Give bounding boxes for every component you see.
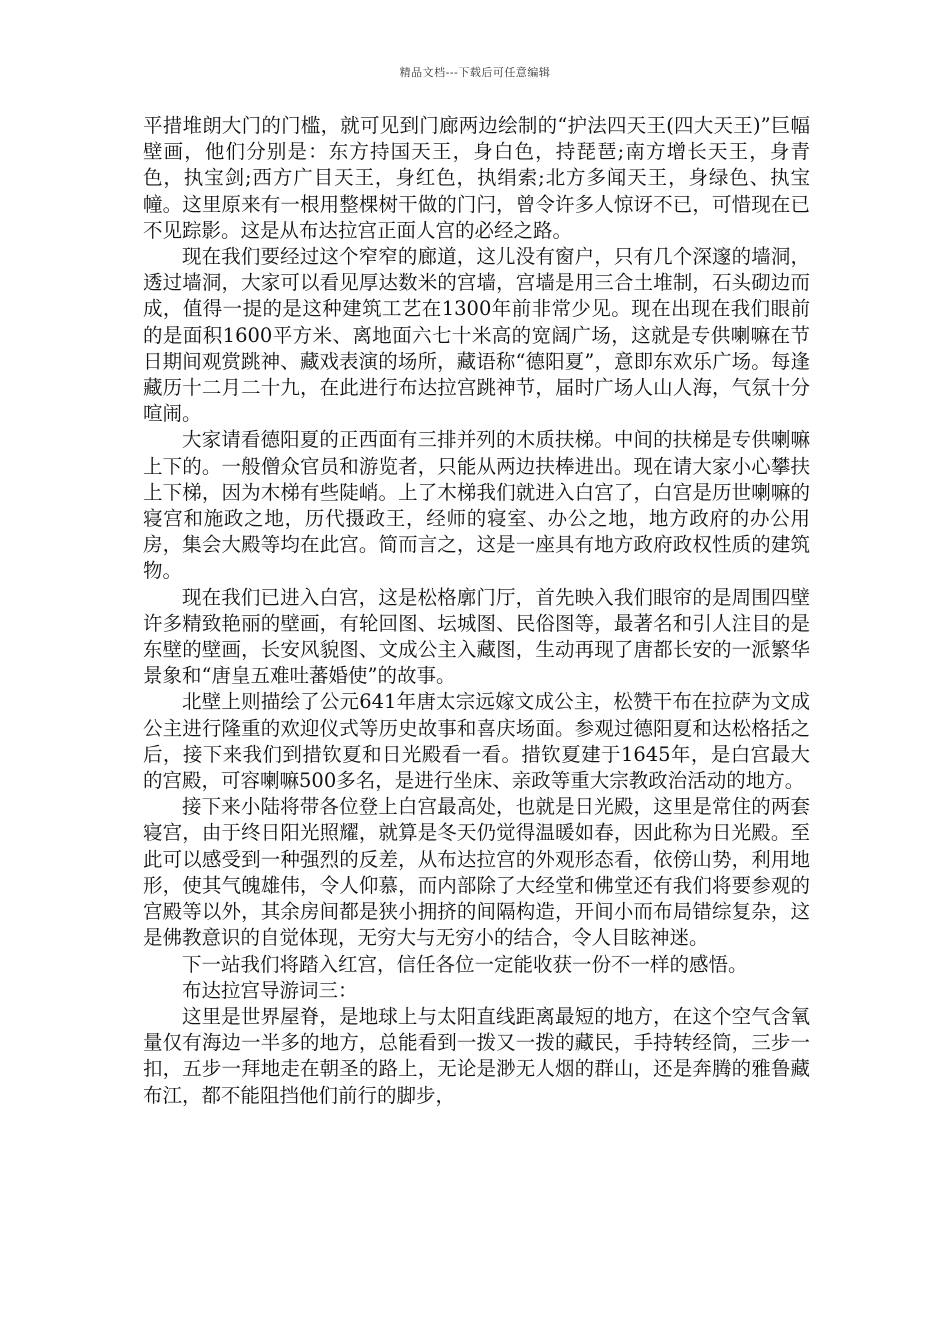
paragraph-4: 现在我们已进入白宫，这是松格廓门厅，首先映入我们眼帘的是周围四壁许多精致艳丽的壁画，有轮回图、坛城图、民俗图等，最著名和引人注目的是东壁的壁画，长安风貌图、文成公主入藏图，生动再现了唐都长安的一派繁华景象和“唐皇五难吐蕃婚使”的故事。: [143, 585, 810, 688]
paragraph-7: 下一站我们将踏入红宫，信任各位一定能收获一份不一样的感悟。: [182, 952, 748, 976]
document-body: [143, 113, 810, 1109]
paragraph-5: 北壁上则描绘了公元641年唐太宗远嫁文成公主，松赞干布在拉萨为文成公主进行隆重的欢迎仪式等历史故事和喜庆场面。参观过德阳夏和达松格括之后，接下来我们到措钦夏和日光殿看一看。措钦夏建于1645年，是白宫最大的宫殿，可容喇嘛500多名，是进行坐床、亲政等重大宗教政治活动的地方。: [143, 690, 810, 793]
section-heading: 布达拉宫导游词三：: [182, 978, 358, 1002]
page-header-watermark: 精品文档---下载后可任意编辑: [399, 66, 551, 79]
paragraph-1: 平措堆朗大门的门槛，就可见到门廊两边绘制的“护法四天王(四大天王)”巨幅壁画，他们分别是：东方持国天王，身白色，持琵琶;南方增长天王，身青色，执宝剑;西方广目天王，身红色，执绢索;北方多闻天王，身绿色、执宝幢。这里原来有一根用整棵树干做的门闩，曾令许多人惊讶不已，可惜现在已不见踪影。这是从布达拉宫正面人宫的必经之路。: [143, 114, 810, 242]
paragraph-8: 这里是世界屋脊，是地球上与太阳直线距离最短的地方，在这个空气含氧量仅有海边一半多的地方，总能看到一拨又一拨的藏民，手持转经筒，三步一扣，五步一拜地走在朝圣的路上，无论是渺无人烟的群山，还是奔腾的雅鲁藏布江，都不能阻挡他们前行的脚步，: [143, 1004, 810, 1107]
paragraph-6: 接下来小陆将带各位登上白宫最高处，也就是日光殿，这里是常住的两套寝宫，由于终日阳光照耀，就算是冬天仍觉得温暖如春，因此称为日光殿。至此可以感受到一种强烈的反差，从布达拉宫的外观形态看，依傍山势，利用地形，使其气魄雄伟，令人仰慕，而内部除了大经堂和佛堂还有我们将要参观的宫殿等以外，其余房间都是狭小拥挤的间隔构造，开间小而布局错综复杂，这是佛教意识的自觉体现，无穷大与无穷小的结合，令人目眩神迷。: [143, 795, 810, 950]
paragraph-2: 现在我们要经过这个窄窄的廊道，这儿没有窗户，只有几个深邃的墙洞，透过墙洞，大家可以看见厚达数米的宫墙，宫墙是用三合土堆制，石头砌边而成，值得一提的是这种建筑工艺在1300年前非常少见。现在出现在我们眼前的是面积1600平方米、离地面六七十米高的宽阔广场，这就是专供喇嘛在节日期间观赏跳神、藏戏表演的场所，藏语称“德阳夏”，意即东欢乐广场。每逢藏历十二月二十九，在此进行布达拉宫跳神节，届时广场人山人海，气氛十分喧闹。: [143, 245, 810, 426]
paragraph-3: 大家请看德阳夏的正西面有三排并列的木质扶梯。中间的扶梯是专供喇嘛上下的。一般僧众官员和游览者，只能从两边扶棒进出。现在请大家小心攀扶上下梯，因为木梯有些陡峭。上了木梯我们就进入白宫了，白宫是历世喇嘛的寝宫和施政之地，历代摄政王，经师的寝室、办公之地，地方政府的办公用房，集会大殿等均在此宫。简而言之，这是一座具有地方政府政权性质的建筑物。: [143, 428, 810, 583]
